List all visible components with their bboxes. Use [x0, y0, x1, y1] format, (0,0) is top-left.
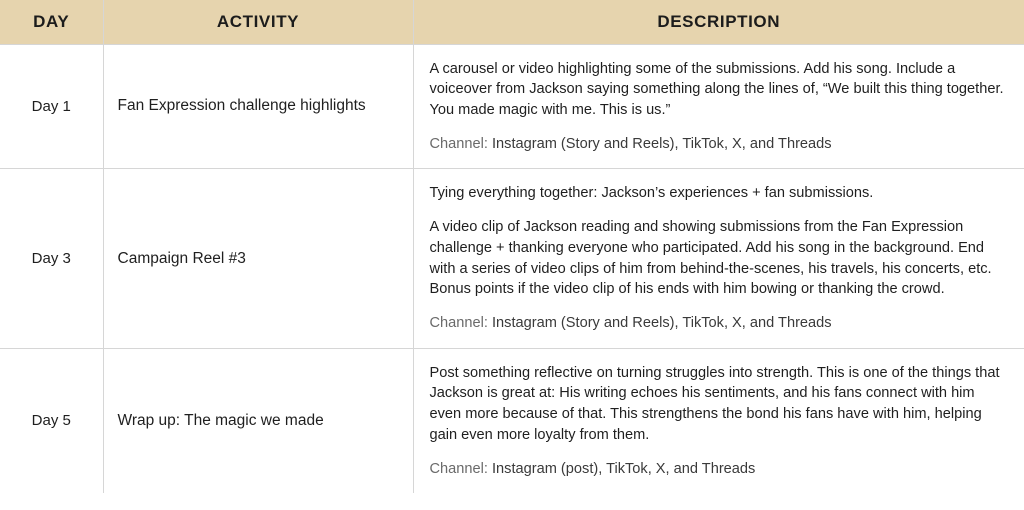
cell-day: Day 1: [0, 44, 103, 169]
cell-activity: Wrap up: The magic we made: [103, 348, 413, 493]
column-header-day: DAY: [0, 0, 103, 44]
cell-activity: Campaign Reel #3: [103, 169, 413, 348]
description-paragraph: Post something reflective on turning struggles into strength. This is one of the things that Jackson is great at: His writing echoes his sentiments, and his fans connect with him even more because of that. This strengthens the bond his fans have with him, helping gain even more loyalty from them.: [429, 364, 1000, 443]
channel-line: [430, 459, 1009, 480]
cell-description: [413, 348, 1024, 493]
table-header-row: [0, 0, 1024, 44]
table-header: [0, 0, 1024, 44]
channel-line: [430, 313, 1009, 334]
column-header-activity: ACTIVITY: [103, 0, 413, 44]
column-header-description: DESCRIPTION: [413, 0, 1024, 44]
channel-label: Channel:: [429, 135, 492, 152]
cell-day: Day 5: [0, 348, 103, 493]
cell-description: [413, 169, 1024, 348]
table-row: [0, 348, 1024, 493]
table-row: [0, 169, 1024, 348]
channel-label: Channel:: [429, 460, 492, 477]
description-paragraph: A carousel or video highlighting some of the submissions. Add his song. Include a voiceover from Jackson saying something along the lines of, “We built this thing together. You made magic with me. This is us.”: [429, 60, 1004, 118]
cell-activity: Fan Expression challenge highlights: [103, 44, 413, 169]
channel-line: [430, 134, 1009, 155]
channel-value: Instagram (Story and Reels), TikTok, X, and Threads: [491, 314, 832, 331]
description-paragraph: Tying everything together: Jackson’s experiences + fan submissions.: [429, 185, 874, 202]
description-paragraph: A video clip of Jackson reading and showing submissions from the Fan Expression challenge + thanking everyone who participated. Add his song in the background. End with a series of video clips of him from behind-the-scenes, his travels, his concerts, etc. Bonus points if the video clip of his ends with him bowing or thanking the crowd.: [429, 219, 992, 298]
channel-label: Channel:: [429, 314, 492, 331]
table-row: [0, 44, 1024, 169]
cell-description: [413, 44, 1024, 169]
channel-value: Instagram (Story and Reels), TikTok, X, and Threads: [491, 135, 832, 152]
cell-day: Day 3: [0, 169, 103, 348]
channel-value: Instagram (post), TikTok, X, and Threads: [491, 460, 756, 477]
table-body: [0, 44, 1024, 493]
